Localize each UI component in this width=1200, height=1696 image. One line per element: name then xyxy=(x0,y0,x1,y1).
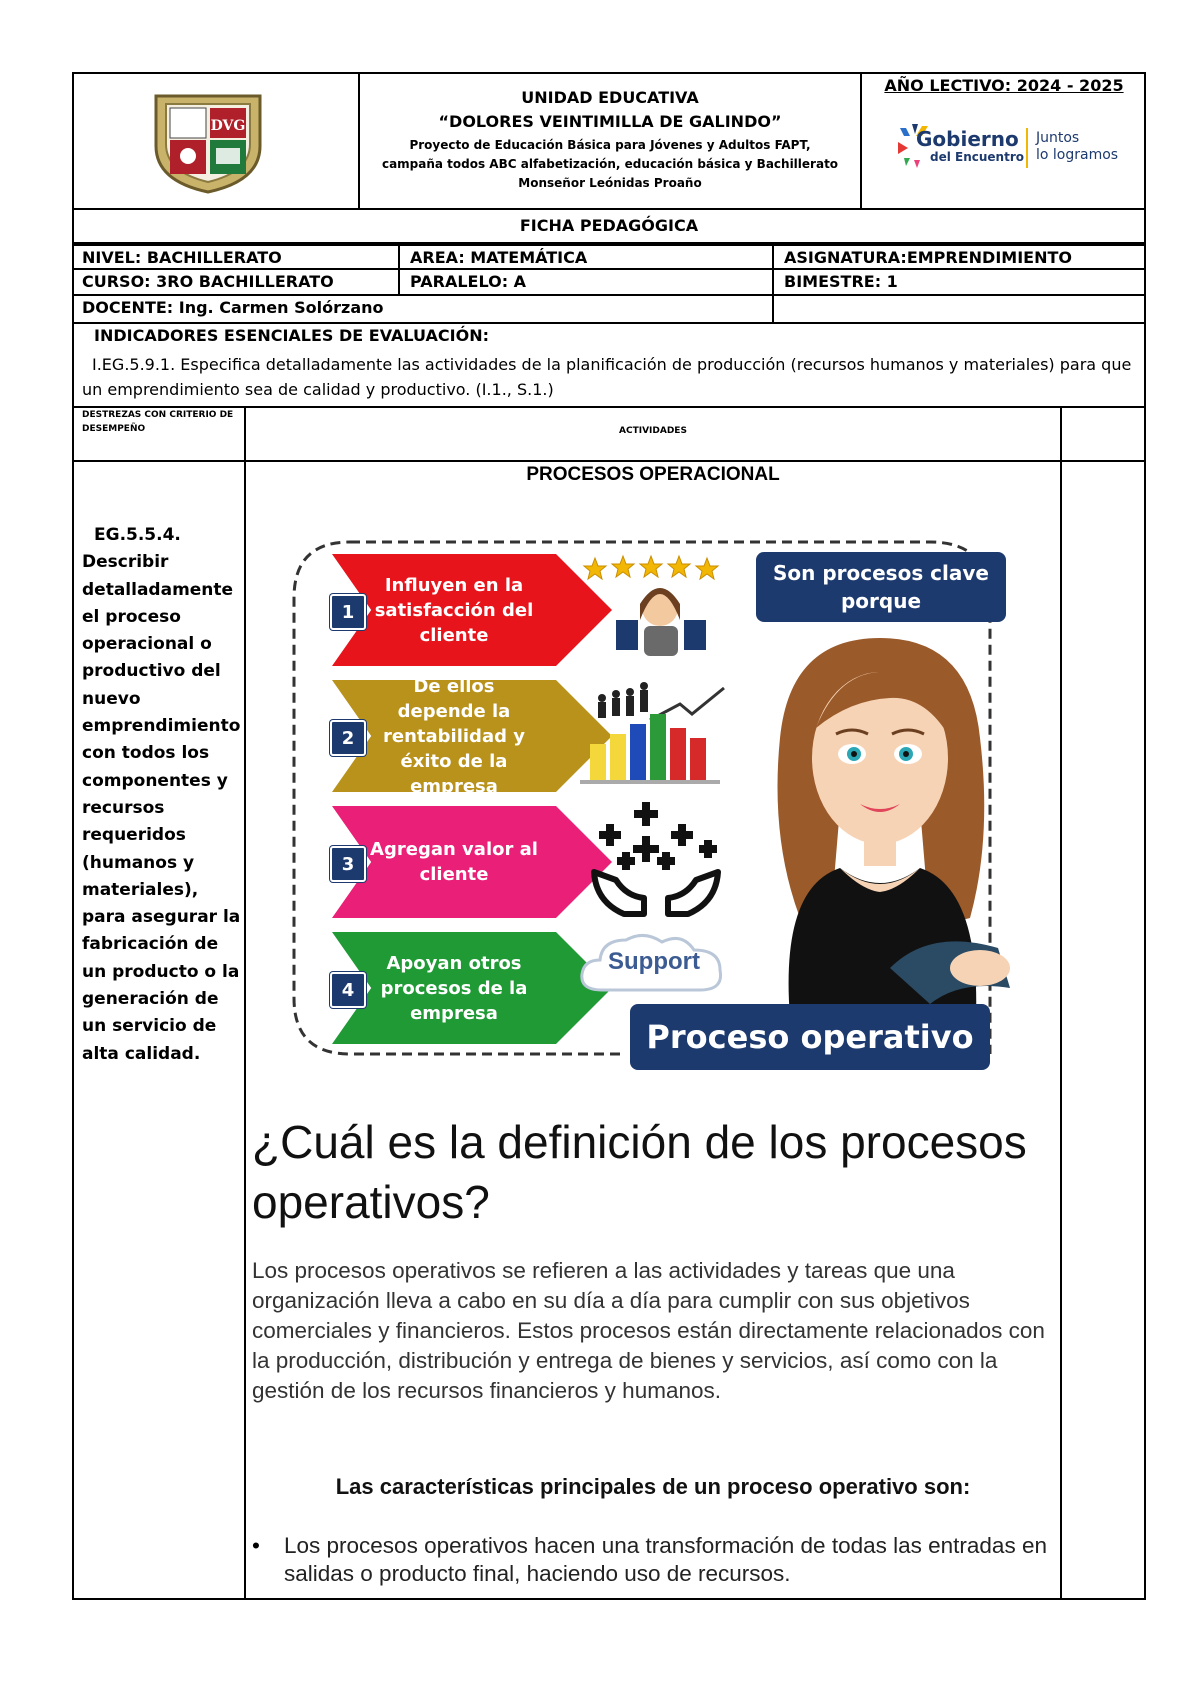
characteristics-list xyxy=(252,1532,1052,1588)
paralelo-field: PARALELO: A xyxy=(410,272,527,291)
support-label: Support xyxy=(608,948,700,975)
skill-text: Describir detalladamente el proceso operacional o productivo del nuevo emprendimiento con todos los componentes y recursos requeridos (humanos y materiales), para asegurar la fabricación de un producto o la generación de un servicio de alta calidad. xyxy=(82,552,241,1064)
definition-question: ¿Cuál es la definición de los procesos operativos? xyxy=(252,1116,1027,1228)
logo-letters: DVG xyxy=(210,118,246,134)
process-label-2: De ellos depende la rentabilidad y éxito de la empresa xyxy=(383,675,525,797)
col-divider xyxy=(772,244,774,324)
characteristics-heading: Las características principales de un proceso operativo son: xyxy=(335,1474,971,1499)
col-divider xyxy=(244,406,246,1600)
customer-rating-icon xyxy=(580,550,730,660)
bullet-icon: • xyxy=(252,1533,260,1558)
school-year: AÑO LECTIVO: 2024 - 2025 xyxy=(884,76,1124,95)
process-banner: Proceso operativo xyxy=(630,1004,990,1070)
nivel-field: NIVEL: BACHILLERATO xyxy=(82,248,282,267)
gov-logo-title: Gobierno xyxy=(916,127,1019,151)
project-text: Proyecto de Educación Básica para Jóvenes y Adultos FAPT, campaña todos ABC alfabetización, educación básica y Bachillerato Monseñor Leónidas Proaño xyxy=(381,138,839,190)
divider xyxy=(358,72,360,210)
skill-description xyxy=(82,522,242,1068)
curso-field: CURSO: 3RO BACHILLERATO xyxy=(82,272,334,291)
skill-code: EG.5.5.4. xyxy=(94,525,181,545)
bimestre-field: BIMESTRE: 1 xyxy=(784,272,898,291)
key-process-label: Son procesos clave porque xyxy=(756,552,1006,622)
indicators-heading: INDICADORES ESENCIALES DE EVALUACIÓN: xyxy=(94,326,489,345)
row-divider xyxy=(72,294,1146,296)
area-field: AREA: MATEMÁTICA xyxy=(410,248,588,267)
woman-illustration xyxy=(730,628,1030,1018)
gov-logo-divider xyxy=(1026,128,1028,168)
section-title: PROCESOS OPERACIONAL xyxy=(526,464,780,485)
indicator-text: I.EG.5.9.1. Especifica detalladamente las actividades de la planificación de producción (recursos humanos y materiales) para que un emprendimiento sea de calidad y productivo. (I.1., S.1.) xyxy=(82,355,1132,399)
process-label-1: Influyen en la satisfacción del cliente xyxy=(374,574,534,646)
value-hands-icon xyxy=(586,802,726,922)
definition-paragraph: Los procesos operativos se refieren a las actividades y tareas que una organización lleva a cabo en su día a día para cumplir con sus objetivos comerciales y financieros. Estos procesos están directamente relacionados con la producción, distribución y entrega de bienes y servicios, así como con la gestión de los recursos financieros y humanos. xyxy=(252,1258,1045,1403)
col-destrezas-header: DESTREZAS CON CRITERIO DE DESEMPEÑO xyxy=(82,410,234,434)
list-item xyxy=(252,1532,1052,1588)
bullet-text: Los procesos operativos hacen una transformación de todas las entradas en salidas o producto final, haciendo uso de recursos. xyxy=(284,1533,1047,1586)
gov-slogan-1: Juntos xyxy=(1036,130,1080,146)
gov-slogan-2: lo logramos xyxy=(1036,147,1119,163)
form-title: FICHA PEDAGÓGICA xyxy=(72,208,1146,244)
school-line-1: UNIDAD EDUCATIVA xyxy=(521,88,699,107)
asignatura-field: ASIGNATURA:EMPRENDIMIENTO xyxy=(784,248,1072,267)
col-divider xyxy=(398,244,400,296)
col-actividades-header: ACTIVIDADES xyxy=(619,426,687,436)
process-infographic xyxy=(290,534,1032,1074)
gov-logo-sub: del Encuentro xyxy=(930,150,1024,164)
process-number-1: 1 xyxy=(330,594,366,630)
government-logo xyxy=(896,118,1126,178)
process-label-4: Apoyan otros procesos de la empresa xyxy=(380,952,528,1024)
process-number-3: 3 xyxy=(330,846,366,882)
growth-chart-icon xyxy=(580,674,730,794)
col-divider xyxy=(1060,406,1062,1600)
school-logo xyxy=(146,86,270,194)
row-divider xyxy=(72,460,1146,462)
process-number-4: 4 xyxy=(330,972,366,1008)
school-name xyxy=(362,86,858,193)
docente-field: DOCENTE: Ing. Carmen Solórzano xyxy=(82,298,384,317)
process-label-3: Agregan valor al cliente xyxy=(370,839,538,885)
row-divider xyxy=(72,268,1146,270)
process-number-2: 2 xyxy=(330,720,366,756)
school-line-2: “DOLORES VEINTIMILLA DE GALINDO” xyxy=(438,112,782,131)
